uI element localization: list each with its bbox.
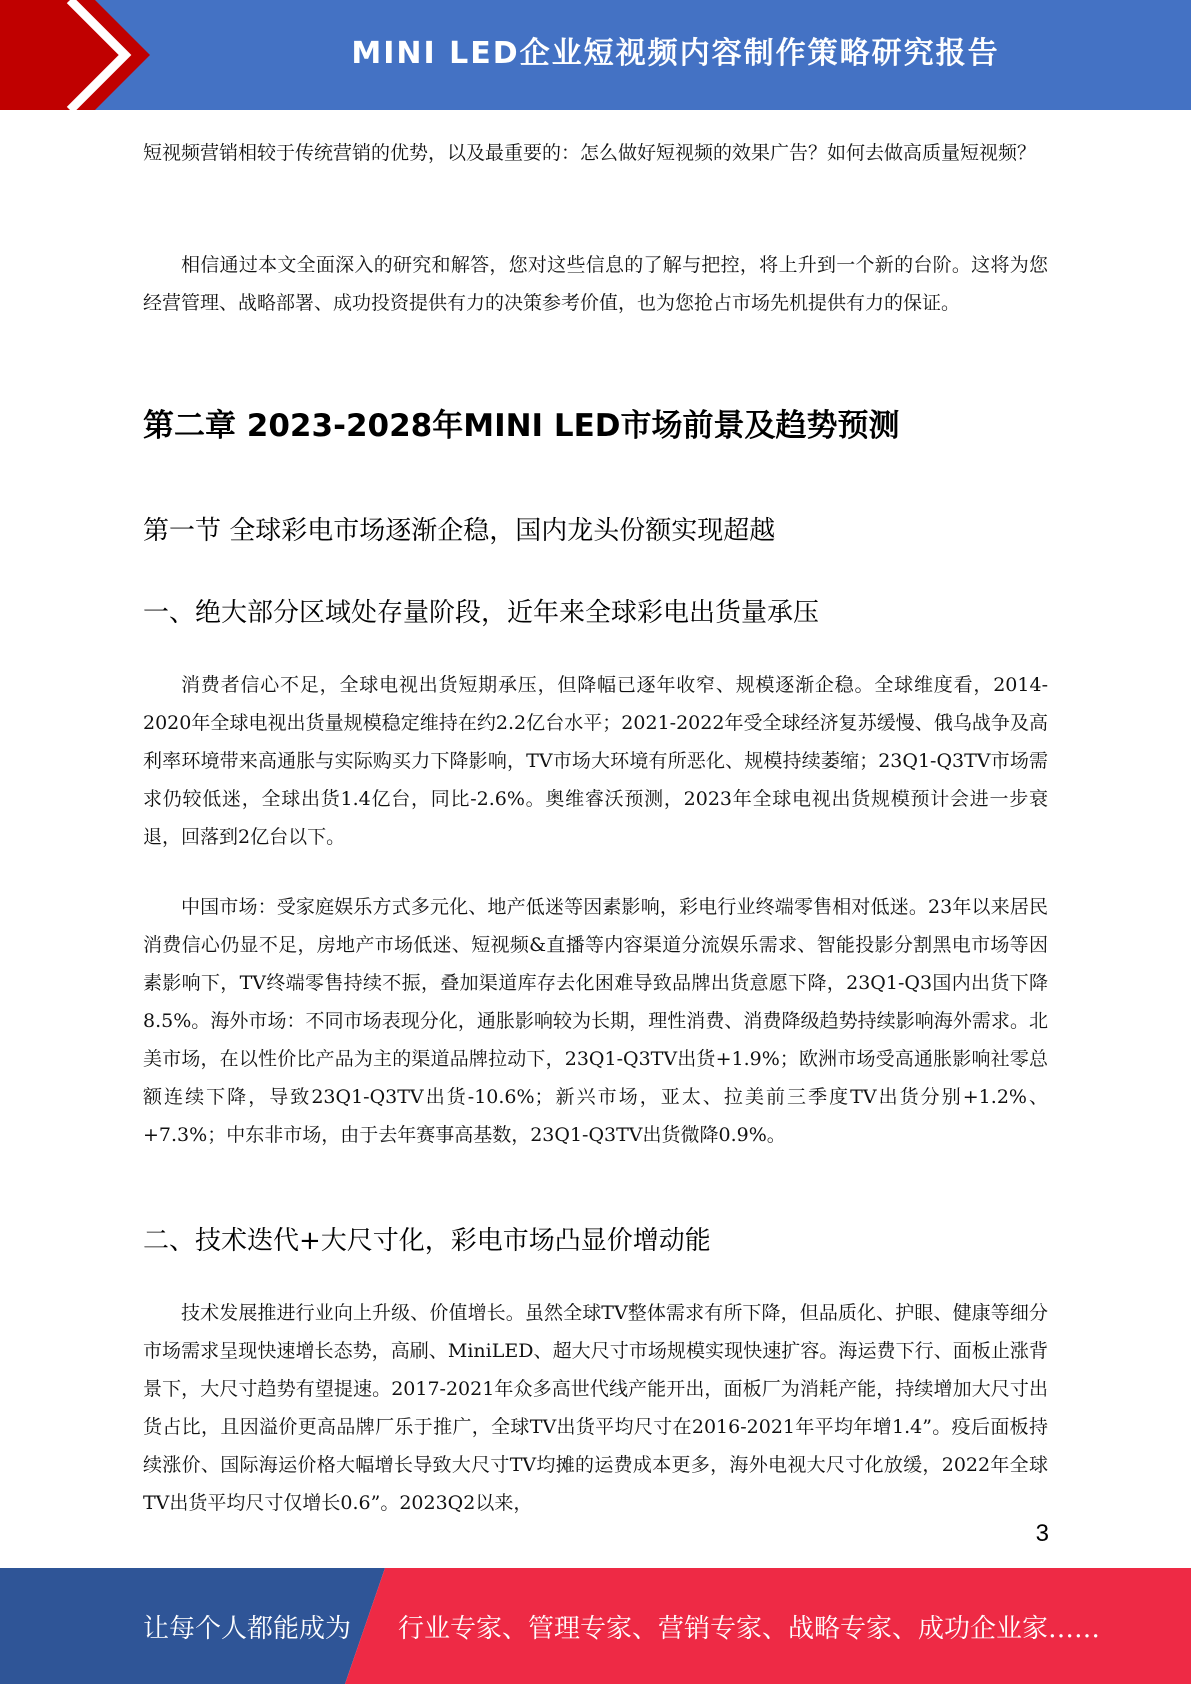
section-heading: 第一节 全球彩电市场逐渐企稳，国内龙头份额实现超越 [143, 516, 776, 546]
subsection-2-paragraph-1: 技术发展推进行业向上升级、价值增长。虽然全球TV整体需求有所下降，但品质化、护眼、健康等细分市场需求呈现快速增长态势，高刷、MiniLED、超大尺寸市场规模实现快速扩容。海运费下行、面板止涨背景下，大尺寸趋势有望提速。2017-2021年众多高世代线产能开出，面板厂为消耗产能，持续增加大尺寸出货占比，且因溢价更高品牌厂乐于推广，全球TV出货平均尺寸在2016-2021年平均年增1.4”。疫后面板持续涨价、国际海运价格大幅增长导致大尺寸TV均摊的运费成本更多，海外电视大尺寸化放缓，2022年全球TV出货平均尺寸仅增长0.6”。2023Q2以来， [143, 1302, 1048, 1514]
header-banner [0, 0, 1191, 110]
page-number: 3 [1035, 1520, 1049, 1547]
subsection-heading-2: 二、技术迭代+大尺寸化，彩电市场凸显价增动能 [143, 1226, 711, 1256]
subsection-1-paragraph-2: 中国市场：受家庭娱乐方式多元化、地产低迷等因素影响，彩电行业终端零售相对低迷。23年以来居民消费信心仍显不足，房地产市场低迷、短视频&直播等内容渠道分流娱乐需求、智能投影分割黑电市场等因素影响下，TV终端零售持续不振，叠加渠道库存去化困难导致品牌出货意愿下降，23Q1-Q3国内出货下降8.5%。海外市场：不同市场表现分化，通胀影响较为长期，理性消费、消费降级趋势持续影响海外需求。北美市场，在以性价比产品为主的渠道品牌拉动下，23Q1-Q3TV出货+1.9%；欧洲市场受高通胀影响社零总额连续下降，导致23Q1-Q3TV出货-10.6%；新兴市场，亚太、拉美前三季度TV出货分别+1.2%、+7.3%；中东非市场，由于去年赛事高基数，23Q1-Q3TV出货微降0.9%。 [143, 896, 1048, 1146]
report-title: MINI LED企业短视频内容制作策略研究报告 [351, 36, 1000, 71]
footer-slogan-left: 让每个人都能成为 [143, 1613, 352, 1644]
footer-slogan-right: 行业专家、管理专家、营销专家、战略专家、成功企业家…… [398, 1613, 1101, 1644]
intro-paragraph: 短视频营销相较于传统营销的优势，以及最重要的：怎么做好短视频的效果广告？如何去做高质量短视频？ [143, 142, 1037, 164]
header-arrow-decoration [0, 0, 160, 110]
subsection-heading-1: 一、绝大部分区域处存量阶段，近年来全球彩电出货量承压 [143, 598, 820, 628]
subsection-1-paragraph-1: 消费者信心不足，全球电视出货短期承压，但降幅已逐年收窄、规模逐渐企稳。全球维度看，2014-2020年全球电视出货量规模稳定维持在约2.2亿台水平；2021-2022年受全球经济复苏缓慢、俄乌战争及高利率环境带来高通胀与实际购买力下降影响，TV市场大环境有所恶化、规模持续萎缩；23Q1-Q3TV市场需求仍较低迷，全球出货1.4亿台，同比-2.6%。奥维睿沃预测，2023年全球电视出货规模预计会进一步衰退，回落到2亿台以下。 [143, 674, 1048, 848]
chapter-heading: 第二章 2023-2028年MINI LED市场前景及趋势预测 [143, 408, 900, 444]
footer-banner [0, 1568, 1191, 1684]
value-paragraph: 相信通过本文全面深入的研究和解答，您对这些信息的了解与把控，将上升到一个新的台阶。这将为您经营管理、战略部署、成功投资提供有力的决策参考价值，也为您抢占市场先机提供有力的保证。 [143, 254, 1048, 314]
